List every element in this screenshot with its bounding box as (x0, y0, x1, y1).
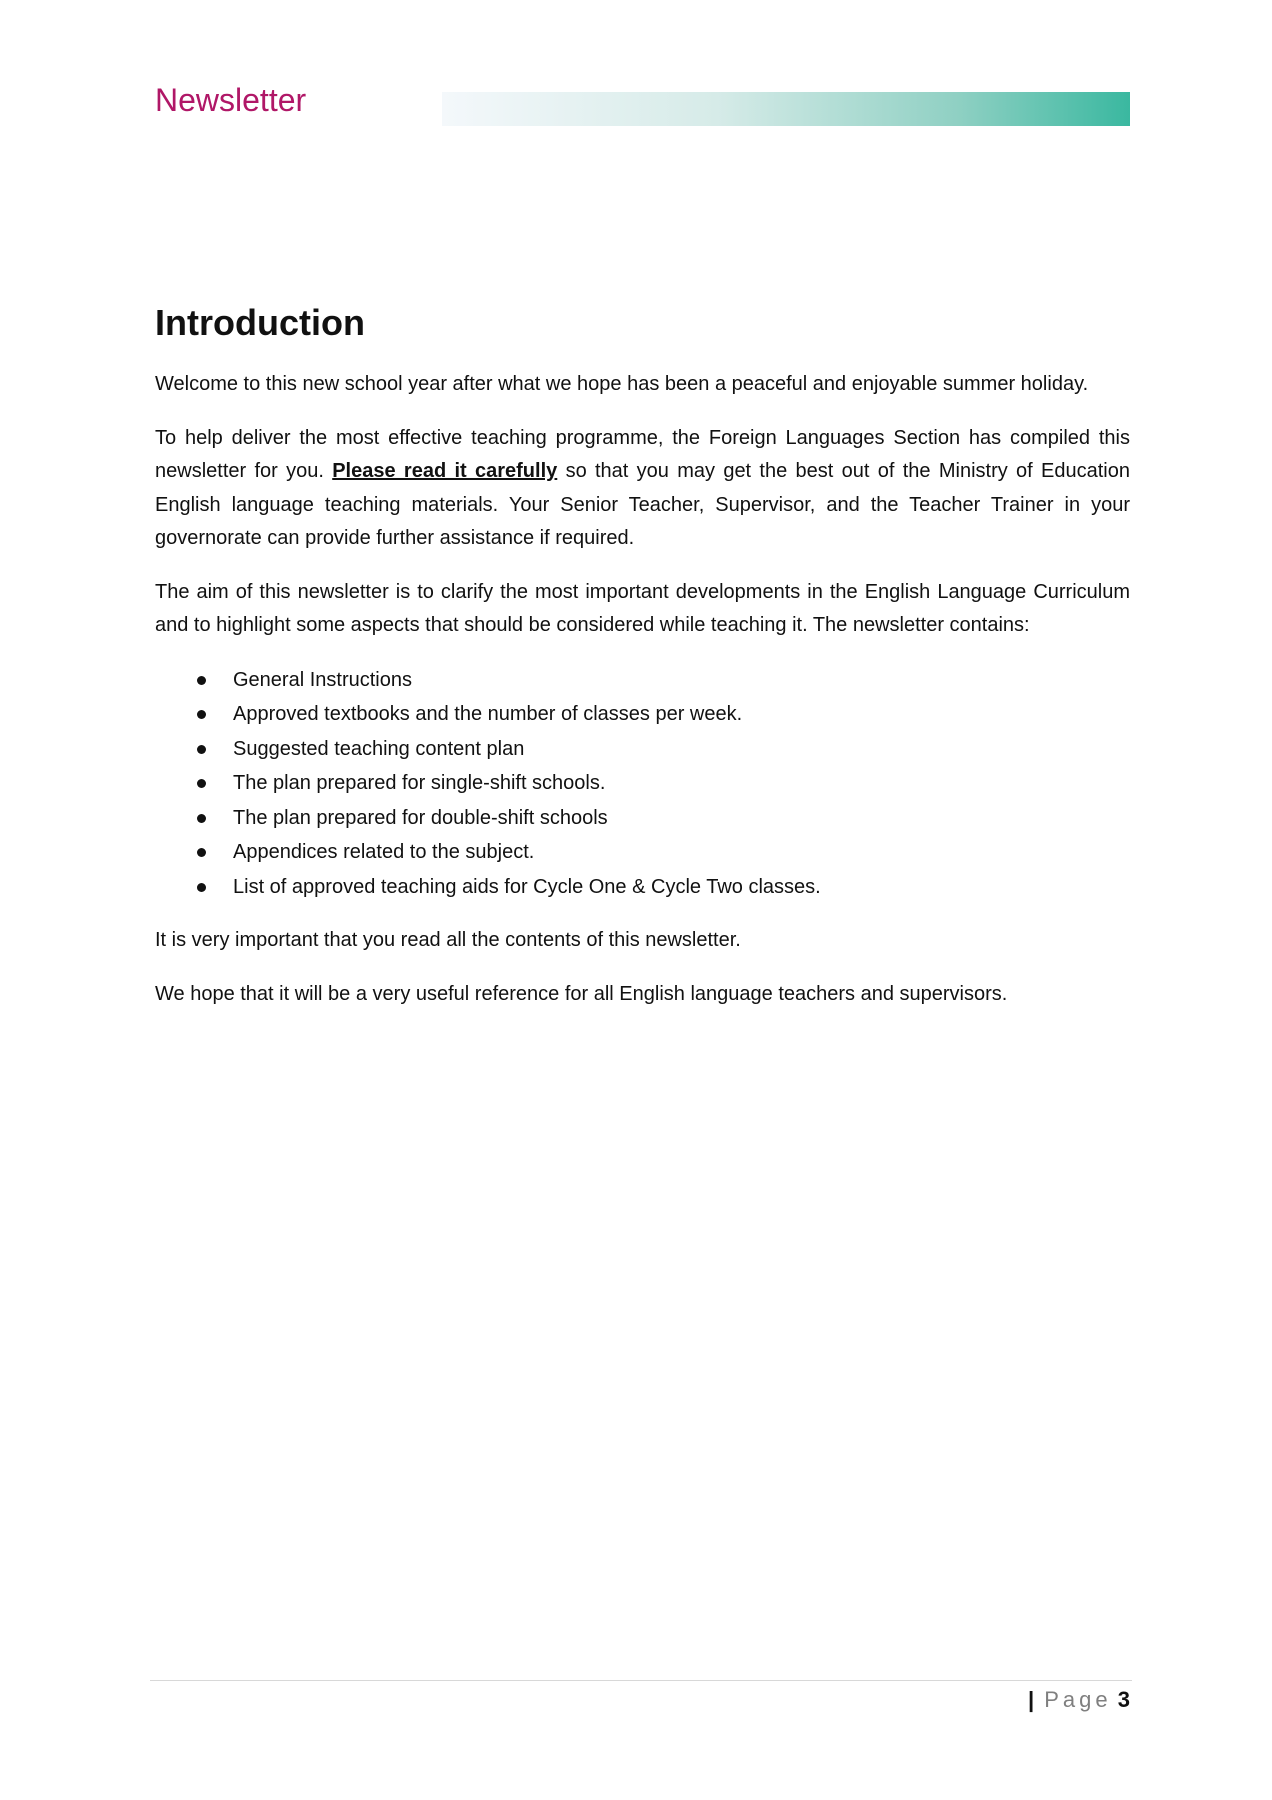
page-footer (1028, 1685, 1130, 1715)
page-label: Page (1044, 1687, 1112, 1712)
paragraph-purpose-text-end: so that you may get the best out of the Ministry of Education English language teaching materials. Your Senior Teacher, Supervisor, and the Teacher Trainer in your governorate can provide further assistance if required. (155, 460, 1130, 549)
main-content (155, 298, 1130, 1031)
paragraph-welcome: Welcome to this new school year after what we hope has been a peaceful and enjoyable summer holiday. (155, 373, 1089, 395)
header-gradient-bar (442, 92, 1130, 126)
footer-separator: | (1027, 1687, 1035, 1712)
emphasis-read-carefully: Please read it carefully (332, 460, 558, 482)
paragraph-purpose-text-start: To help deliver the most effective teaching programme, the Foreign Languages Section has compiled this newsletter for you. (155, 426, 1130, 482)
list-item: The plan prepared for single-shift schools. (155, 766, 1130, 801)
list-item: Suggested teaching content plan (155, 732, 1130, 767)
paragraph-closing: We hope that it will be a very useful reference for all English language teachers and supervisors. (155, 982, 1008, 1005)
list-item: The plan prepared for double-shift schools (155, 801, 1130, 836)
paragraph-purpose (155, 422, 1130, 556)
paragraph-aim: The aim of this newsletter is to clarify the most important developments in the English Language Curriculum and to highlight some aspects that should be considered while teaching it. The newsletter contains: (155, 580, 1130, 636)
page-number: 3 (1117, 1687, 1130, 1712)
paragraph-importance: It is very important that you read all the contents of this newsletter. (155, 929, 741, 951)
list-item: General Instructions (155, 663, 1130, 698)
list-item: Approved textbooks and the number of classes per week. (155, 697, 1130, 732)
footer-divider (150, 1680, 1132, 1681)
list-item: List of approved teaching aids for Cycle One & Cycle Two classes. (155, 870, 1130, 905)
contents-list (155, 663, 1130, 905)
list-item: Appendices related to the subject. (155, 835, 1130, 870)
section-heading: Introduction (155, 302, 365, 343)
header-title: Newsletter (155, 82, 307, 118)
